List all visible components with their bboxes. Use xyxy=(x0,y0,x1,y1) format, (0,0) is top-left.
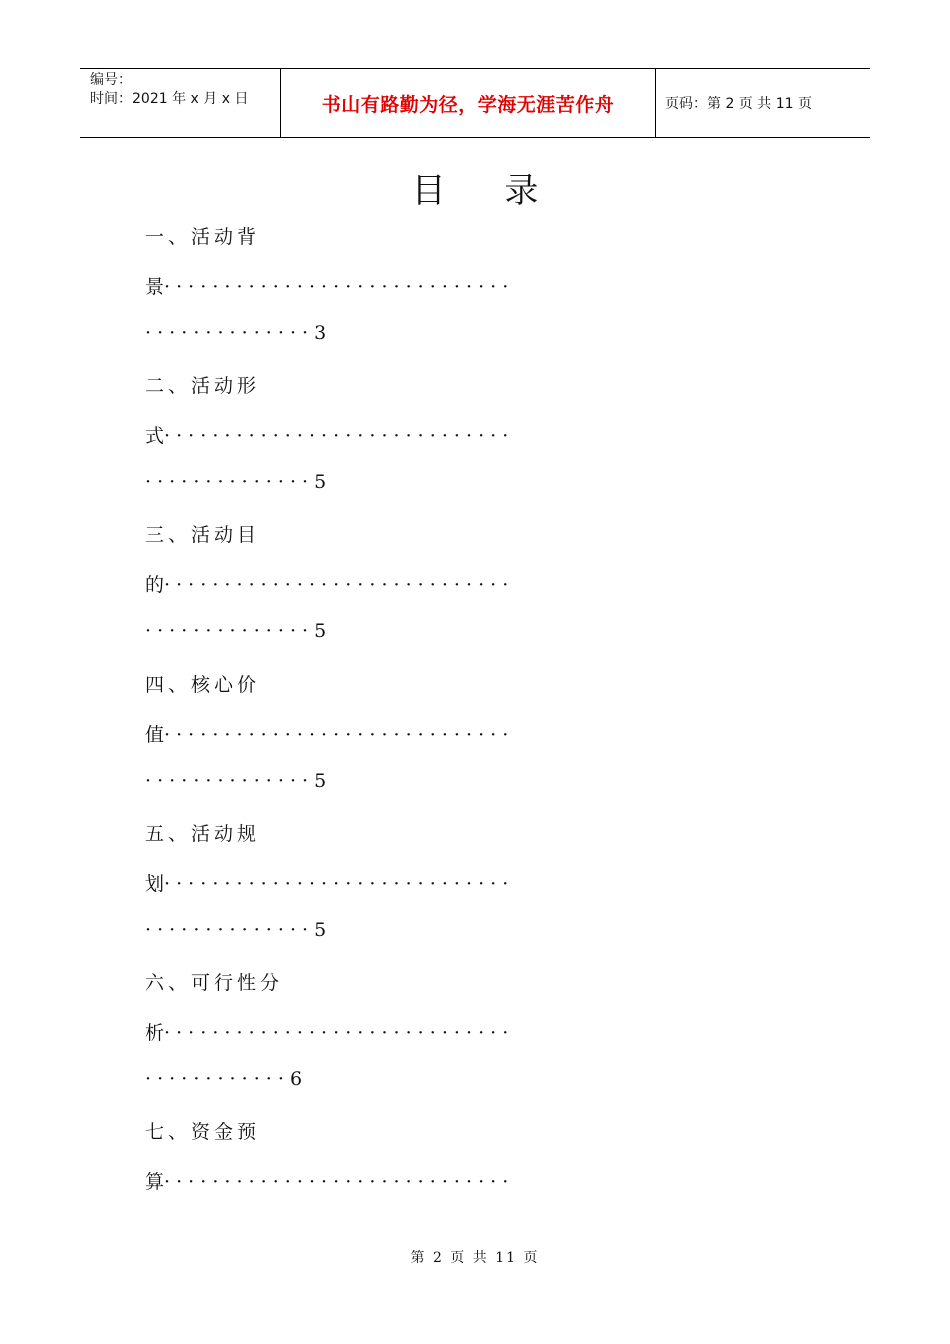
toc-page-number-row: · · · · · · · · · · · · · · 5 xyxy=(145,620,327,642)
toc-entry-heading: 六、可行性分 xyxy=(145,972,284,994)
toc-page-number-row: · · · · · · · · · · · · · · 3 xyxy=(145,322,327,344)
page-header xyxy=(80,68,870,138)
document-date-label: 时间：2021 年 x 月 x 日 xyxy=(90,91,249,107)
toc-page-number-row: · · · · · · · · · · · · · · 5 xyxy=(145,919,327,941)
toc-leader-dots: · · · · · · · · · · · · · · · · · · · · · · · · · · · · · xyxy=(164,574,509,596)
header-page-info: 页码：第 2 页 共 11 页 xyxy=(665,96,812,112)
toc-leader-dots: · · · · · · · · · · · · · · · · · · · · · · · · · · · · · xyxy=(164,1171,509,1193)
toc-entry-leader-row xyxy=(145,869,508,896)
toc-entry-leader-row xyxy=(145,272,508,299)
toc-entry-heading: 五、活动规 xyxy=(145,823,261,845)
header-page-cell xyxy=(655,69,870,137)
toc-entry-leader-row xyxy=(145,570,508,597)
toc-leader-dots: · · · · · · · · · · · · · · · · · · · · · · · · · · · · · xyxy=(164,1022,509,1044)
toc-entry-continuation: 景 xyxy=(145,276,165,298)
toc-leader-dots: · · · · · · · · · · · · · · · · · · · · · · · · · · · · · xyxy=(164,724,509,746)
toc-entry-leader-row xyxy=(145,1018,508,1045)
toc-entry-heading: 一、活动背 xyxy=(145,226,261,248)
toc-entry-continuation: 式 xyxy=(145,425,165,447)
toc-entry-heading: 四、核心价 xyxy=(145,674,261,696)
toc-page-number-row: · · · · · · · · · · · · · · 5 xyxy=(145,770,327,792)
toc-entry-leader-row xyxy=(145,421,508,448)
toc-leader-dots: · · · · · · · · · · · · · · · · · · · · · · · · · · · · · xyxy=(164,873,509,895)
toc-entry-heading: 七、资金预 xyxy=(145,1121,261,1143)
toc-title: 目 录 xyxy=(411,171,563,211)
toc-entry-continuation: 算 xyxy=(145,1171,165,1193)
page-footer: 第 2 页 共 11 页 xyxy=(410,1250,540,1266)
toc-leader-dots: · · · · · · · · · · · · · · · · · · · · · · · · · · · · · xyxy=(164,276,509,298)
toc-entry-continuation: 划 xyxy=(145,873,165,895)
toc-entry-continuation: 的 xyxy=(145,574,165,596)
toc-page-number-row: · · · · · · · · · · · · 6 xyxy=(145,1068,303,1090)
toc-page-number-row: · · · · · · · · · · · · · · 5 xyxy=(145,471,327,493)
header-motto-cell xyxy=(280,69,656,137)
toc-entry-continuation: 析 xyxy=(145,1022,165,1044)
toc-entry-continuation: 值 xyxy=(145,724,165,746)
document-number-label: 编号： xyxy=(90,72,132,88)
toc-leader-dots: · · · · · · · · · · · · · · · · · · · · · · · · · · · · · xyxy=(164,425,509,447)
header-motto: 书山有路勤为径，学海无涯苦作舟 xyxy=(321,93,615,116)
toc-entry-heading: 二、活动形 xyxy=(145,375,261,397)
toc-entry-leader-row xyxy=(145,1167,508,1194)
toc-entry-leader-row xyxy=(145,720,508,747)
header-meta-cell xyxy=(80,69,280,137)
toc-entry-heading: 三、活动目 xyxy=(145,524,261,546)
